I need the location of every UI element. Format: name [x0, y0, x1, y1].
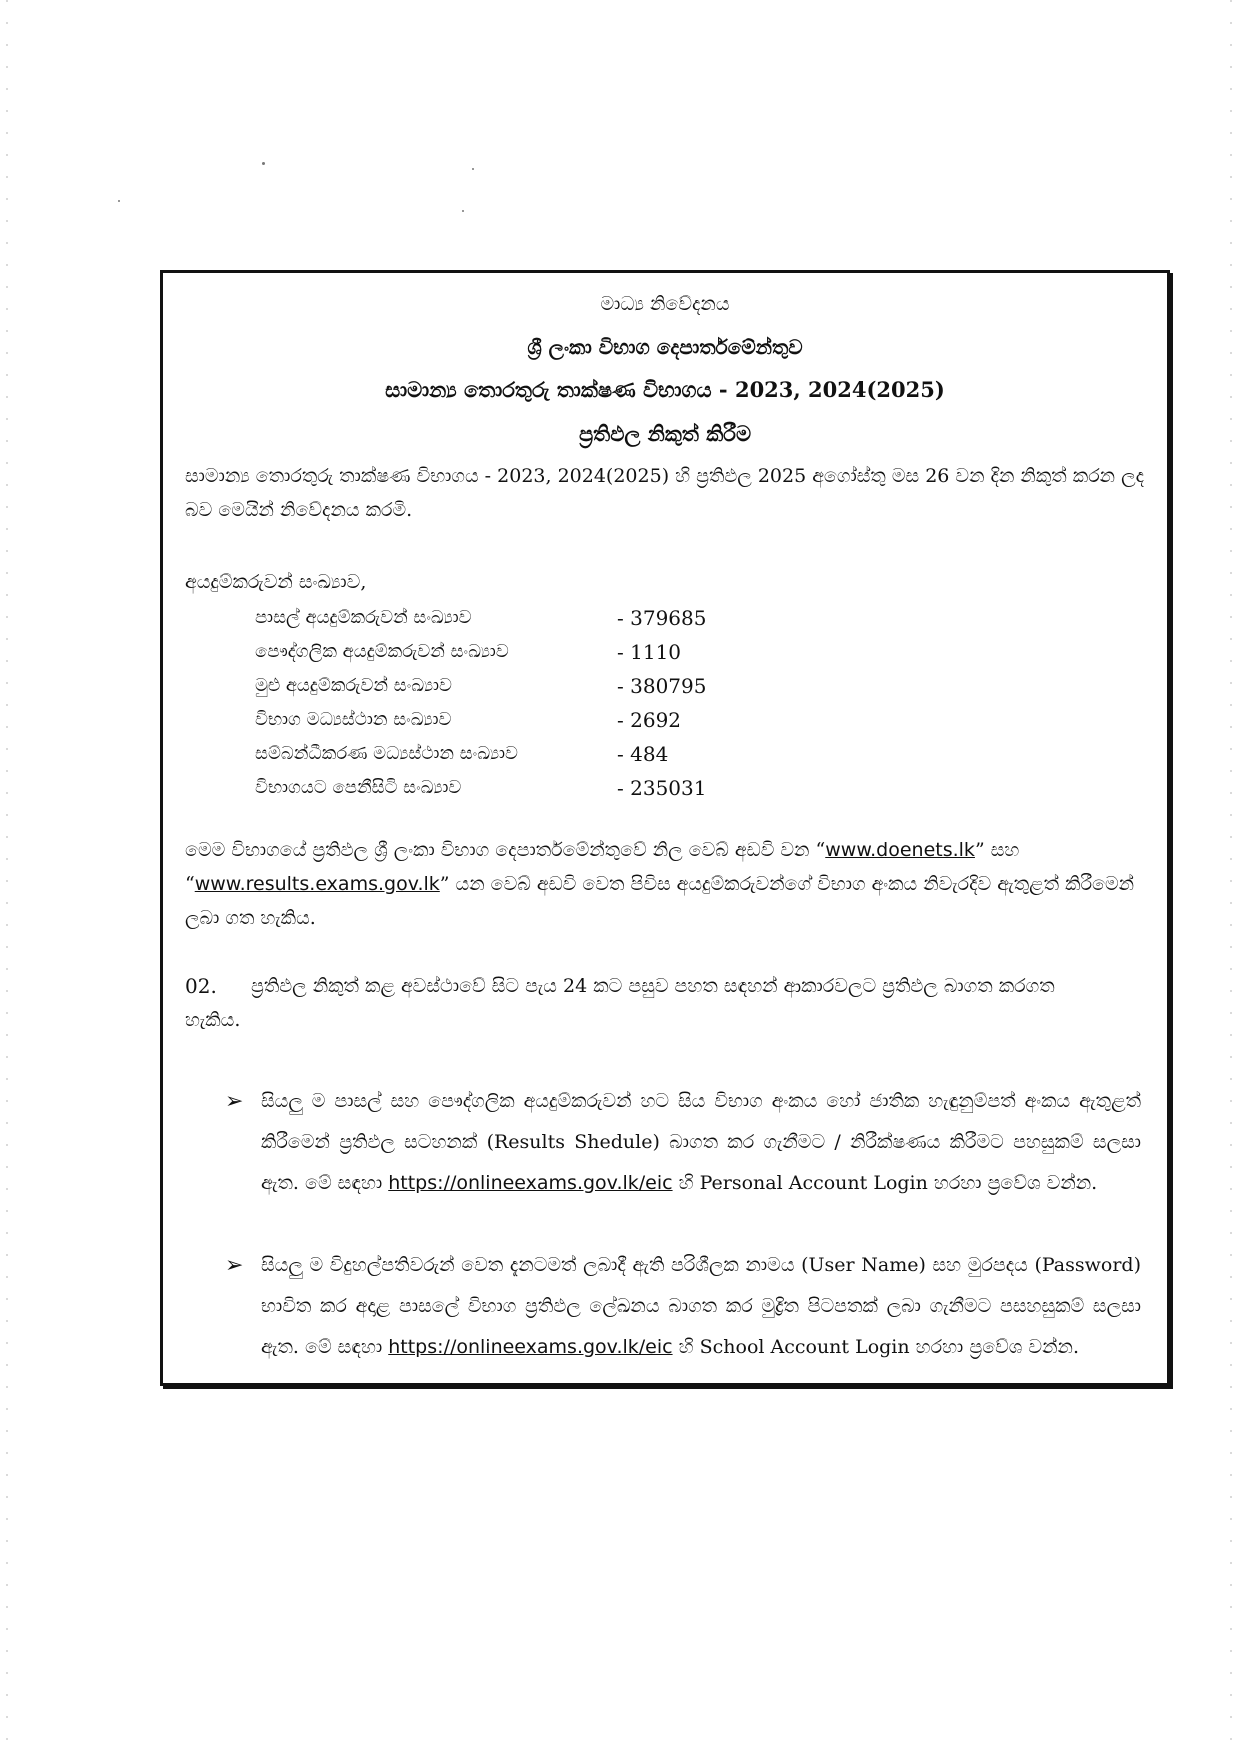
department-heading: ශ්‍රී ලංකා විභාග දෙපාර්තමේන්තුව — [527, 335, 803, 359]
results-exams-link[interactable]: www.results.exams.gov.lk — [194, 873, 440, 895]
stat-value: - 484 — [617, 742, 669, 766]
websites-text: ” සහ “ — [185, 839, 1020, 895]
press-release-box — [160, 270, 1170, 1386]
arrow-bullet-icon: ➢ — [225, 1253, 244, 1278]
bullet-text: සියලු ම පාසල් සහ පෞද්ගලික අයදුම්කරුවන් හට සිය විභාග අංකය හෝ ජාතික හැඳුනුම්පත් අංකය ඇතුළත් කිරීමෙන් ප්‍රතිඵල සටහනක් (Results Shedule) බාගත කර ගැනීමට / නිරීක්ෂණය කිරීමට පහසුකම් සලසා ඇත. මේ සඳහා — [261, 1090, 1141, 1194]
stat-label: පාසල් අයදුම්කරුවන් සංඛ්‍යාව — [255, 607, 472, 628]
statistics-list — [255, 601, 815, 805]
scan-speck — [118, 200, 120, 202]
stat-label: විභාගයට පෙනීසිටි සංඛ්‍යාව — [255, 777, 462, 798]
doenets-link[interactable]: www.doenets.lk — [825, 839, 975, 861]
stat-value: - 2692 — [617, 708, 682, 732]
stat-label: පෞද්ගලික අයදුම්කරුවන් සංඛ්‍යාව — [255, 641, 509, 662]
online-exams-link[interactable]: https://onlineexams.gov.lk/eic — [388, 1336, 673, 1358]
online-exams-link[interactable]: https://onlineexams.gov.lk/eic — [388, 1172, 673, 1194]
stat-label: විභාග මධ්‍යස්ථාන සංඛ්‍යාව — [255, 709, 452, 730]
arrow-bullet-icon: ➢ — [225, 1089, 244, 1114]
personal-account-bullet — [261, 1081, 1141, 1204]
stat-row — [255, 703, 815, 737]
scan-speck — [262, 162, 265, 165]
websites-text: ” යන වෙබ් අඩවි වෙත පිවිස අයදුම්කරුවන්ගේ විභාග අංකය නිවැරදිව ඇතුළත් කිරීමෙන් ලබා ගත හැකිය. — [185, 873, 1135, 929]
results-release-heading: ප්‍රතිඵල නිකුත් කිරීම — [578, 421, 752, 446]
applicant-count-title: අයදුම්කරුවන් සංඛ්‍යාව, — [185, 571, 367, 593]
bullet-text: හි Personal Account Login හරහා ප්‍රවේශ වන්න. — [672, 1172, 1098, 1194]
bullet-text: හි School Account Login හරහා ප්‍රවේශ වන්න. — [672, 1336, 1079, 1358]
stat-value: - 380795 — [617, 674, 707, 698]
scan-speck — [462, 210, 464, 212]
scan-edge-right — [1230, 0, 1232, 1754]
intro-paragraph: සාමාන්‍ය තොරතුරු තාක්ෂණ විභාගය - 2023, 2024(2025) හි ප්‍රතිඵල 2025 අගෝස්තු මස 26 වන දින නිකුත් කරන ලද බව මෙයින් නිවේදනය කරමි. — [185, 465, 1145, 521]
stat-row — [255, 635, 815, 669]
stat-row — [255, 601, 815, 635]
stat-label: සම්බන්ධීකරණ මධ්‍යස්ථාන සංඛ්‍යාව — [255, 743, 518, 764]
download-paragraph-line2: හැකිය. — [185, 1009, 241, 1031]
exam-title-heading: සාමාන්‍ය තොරතුරු තාක්ෂණ විභාගය - 2023, 2024(2025) — [385, 377, 945, 402]
paragraph-number: 02. — [185, 974, 217, 998]
stat-label: මුළු අයදුම්කරුවන් සංඛ්‍යාව — [255, 675, 452, 696]
bullet-text: සියලු ම විදුහල්පතිවරුන් වෙත දැනටමත් ලබාදී ඇති පරිශීලක නාමය (User Name) සහ මුරපදය (Password) භාවිත කර අදාළ පාසලේ විභාග ප්‍රතිඵල ලේඛනය බාගත කර මුද්‍රිත පිටපතක් ලබා ගැනීමට පසහසුකම් සලසා ඇත. මේ සඳහා — [261, 1254, 1141, 1358]
stat-row — [255, 669, 815, 703]
media-release-heading: මාධ්‍ය නිවේදනය — [600, 293, 730, 315]
websites-text: මෙම විභාගයේ ප්‍රතිඵල ශ්‍රී ලංකා විභාග දෙපාර්තමේන්තුවේ නිල වෙබ් අඩවි වන “ — [185, 839, 826, 861]
download-paragraph-line1: ප්‍රතිඵල නිකුත් කළ අවස්ථාවේ සිට පැය 24 කට පසුව පහත සඳහන් ආකාරවලට ප්‍රතිඵල බාගත කරගත — [251, 975, 1055, 997]
scan-edge-left — [6, 0, 8, 1754]
scan-speck — [472, 168, 474, 170]
stat-value: - 379685 — [617, 606, 707, 630]
stat-value: - 235031 — [617, 776, 707, 800]
stat-row — [255, 771, 815, 805]
stat-row — [255, 737, 815, 771]
school-account-bullet — [261, 1245, 1141, 1368]
websites-paragraph — [185, 833, 1145, 935]
stat-value: - 1110 — [617, 640, 682, 664]
